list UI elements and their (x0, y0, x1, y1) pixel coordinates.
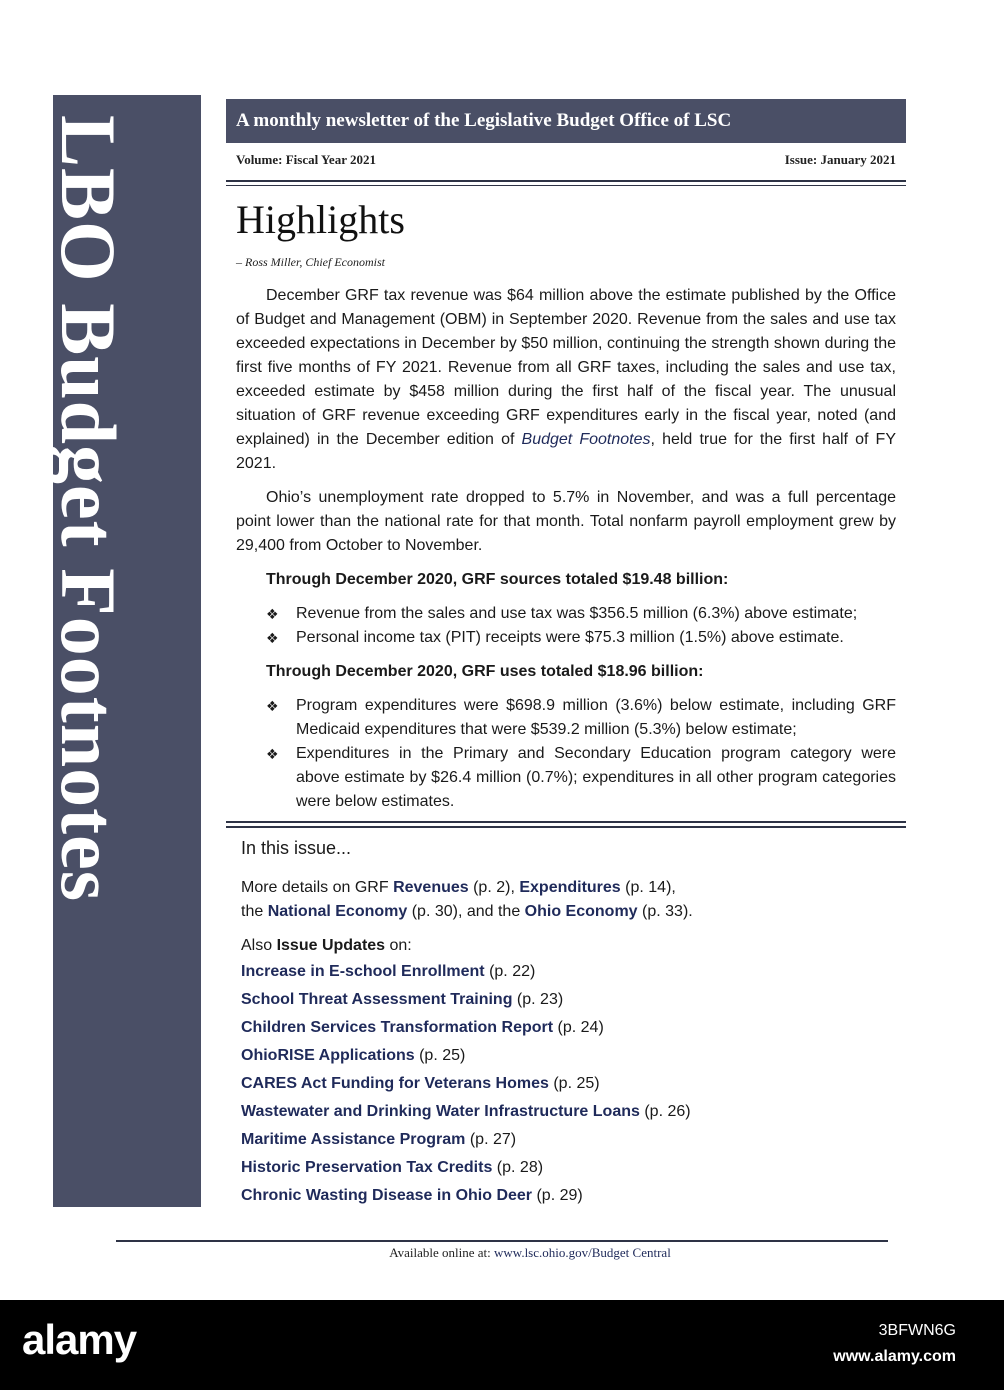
in-this-issue (241, 836, 881, 1210)
list-item: Increase in E-school Enrollment (p. 22) (241, 963, 536, 980)
section-divider (226, 826, 906, 828)
diamond-bullet-icon: ❖ (266, 746, 279, 762)
list-item: Historic Preservation Tax Credits (p. 28) (241, 1159, 544, 1176)
list-item: OhioRISE Applications (p. 25) (241, 1047, 466, 1064)
diamond-bullet-icon: ❖ (266, 606, 279, 622)
volume-row (236, 152, 896, 168)
diamond-bullet-icon: ❖ (266, 630, 279, 646)
national-economy-link[interactable]: National Economy (267, 903, 408, 920)
update-link[interactable]: OhioRISE Applications (241, 1047, 415, 1064)
header-divider-thin (226, 185, 906, 186)
footer: Available online at: www.lsc.ohio.gov/Budget Central (389, 1245, 671, 1260)
watermark-bar (0, 1300, 1004, 1390)
publication-name: Budget Footnotes (521, 431, 651, 448)
update-link[interactable]: Children Services Transformation Report (241, 1019, 554, 1036)
update-link[interactable]: Historic Preservation Tax Credits (241, 1159, 493, 1176)
list-item: ❖ Program expenditures were $698.9 million (3.6%) below estimate, including GRF Medicaid expenditures that were $539.2 million (5.3%) below estimate; (236, 694, 896, 742)
expenditures-link[interactable]: Expenditures (519, 879, 621, 896)
update-link[interactable]: Maritime Assistance Program (241, 1131, 466, 1148)
issue-updates-list (241, 958, 881, 1210)
newsletter-title: LBO Budget Footnotes (45, 115, 132, 903)
list-item: ❖ Personal income tax (PIT) receipts were $75.3 million (1.5%) above estimate. (236, 626, 896, 650)
list-item: Wastewater and Drinking Water Infrastructure Loans (p. 26) (241, 1103, 691, 1120)
issue-label: Issue: January 2021 (784, 152, 896, 167)
ohio-economy-link[interactable]: Ohio Economy (524, 903, 638, 920)
update-link[interactable]: Wastewater and Drinking Water Infrastructure Loans (241, 1103, 640, 1120)
sources-list (236, 602, 896, 650)
highlights-body (236, 284, 896, 824)
list-item: ❖ Expenditures in the Primary and Secondary Education program category were above estimate by $26.4 million (0.7%); expenditures in all other program categories were below estimates. (236, 742, 896, 814)
list-item: Chronic Wasting Disease in Ohio Deer (p. 29) (241, 1187, 583, 1204)
watermark-logo: alamy (22, 1316, 137, 1363)
masthead-sidebar (45, 95, 201, 1207)
paragraph: Ohio’s unemployment rate dropped to 5.7% in November, and was a full percentage point lower than the national rate for that month. Total nonfarm payroll employment grew by 29,400 from October to November. (236, 489, 896, 554)
more-details: More details on GRF Revenues (p. 2), Expenditures (p. 14), the National Economy (p. 30), and the Ohio Economy (p. 33). (241, 879, 693, 920)
volume-label: Volume: Fiscal Year 2021 (236, 152, 376, 167)
list-item: Maritime Assistance Program (p. 27) (241, 1131, 517, 1148)
header-divider (226, 180, 906, 182)
uses-heading: Through December 2020, GRF uses totaled $18.96 billion: (266, 663, 704, 680)
watermark-site: www.alamy.com (833, 1348, 956, 1365)
footer-divider (116, 1240, 888, 1242)
section-title: Highlights (236, 197, 405, 242)
list-item: ❖ Revenue from the sales and use tax was $356.5 million (6.3%) above estimate; (236, 602, 896, 626)
sources-heading: Through December 2020, GRF sources totaled $19.48 billion: (266, 571, 729, 588)
update-link[interactable]: CARES Act Funding for Veterans Homes (241, 1075, 549, 1092)
header-banner: A monthly newsletter of the Legislative Budget Office of LSC (226, 99, 906, 143)
update-link[interactable]: Increase in E-school Enrollment (241, 963, 485, 980)
list-item: School Threat Assessment Training (p. 23) (241, 991, 564, 1008)
also-line: Also Issue Updates on: (241, 937, 412, 954)
paragraph: December GRF tax revenue was $64 million above the estimate published by the Office of Budget and Management (OBM) in September 2020. Revenue from the sales and use tax exceeded expectations in December by $50 million, continuing the strength shown during the first five months of FY 2021. Revenue from all GRF taxes, including the sales and use tax, exceeded estimate by $458 million during the first half of the fiscal year. The unusual situation of GRF revenue exceeding GRF expenditures early in the fiscal year, noted (and explained) in the December edition of Budget Footnotes, held true for the first half of FY 2021. (236, 287, 896, 472)
uses-list (236, 694, 896, 814)
list-item: Children Services Transformation Report (p. 24) (241, 1019, 604, 1036)
footer-url-link[interactable]: www.lsc.ohio.gov/Budget Central (494, 1245, 671, 1260)
update-link[interactable]: Chronic Wasting Disease in Ohio Deer (241, 1187, 533, 1204)
in-this-issue-heading: In this issue... (241, 838, 352, 858)
section-divider (226, 821, 906, 823)
image-id: 3BFWN6G (878, 1322, 956, 1339)
list-item: CARES Act Funding for Veterans Homes (p. 25) (241, 1075, 600, 1092)
update-link[interactable]: School Threat Assessment Training (241, 991, 513, 1008)
revenues-link[interactable]: Revenues (393, 879, 469, 896)
diamond-bullet-icon: ❖ (266, 698, 279, 714)
byline: – Ross Miller, Chief Economist (236, 255, 385, 269)
